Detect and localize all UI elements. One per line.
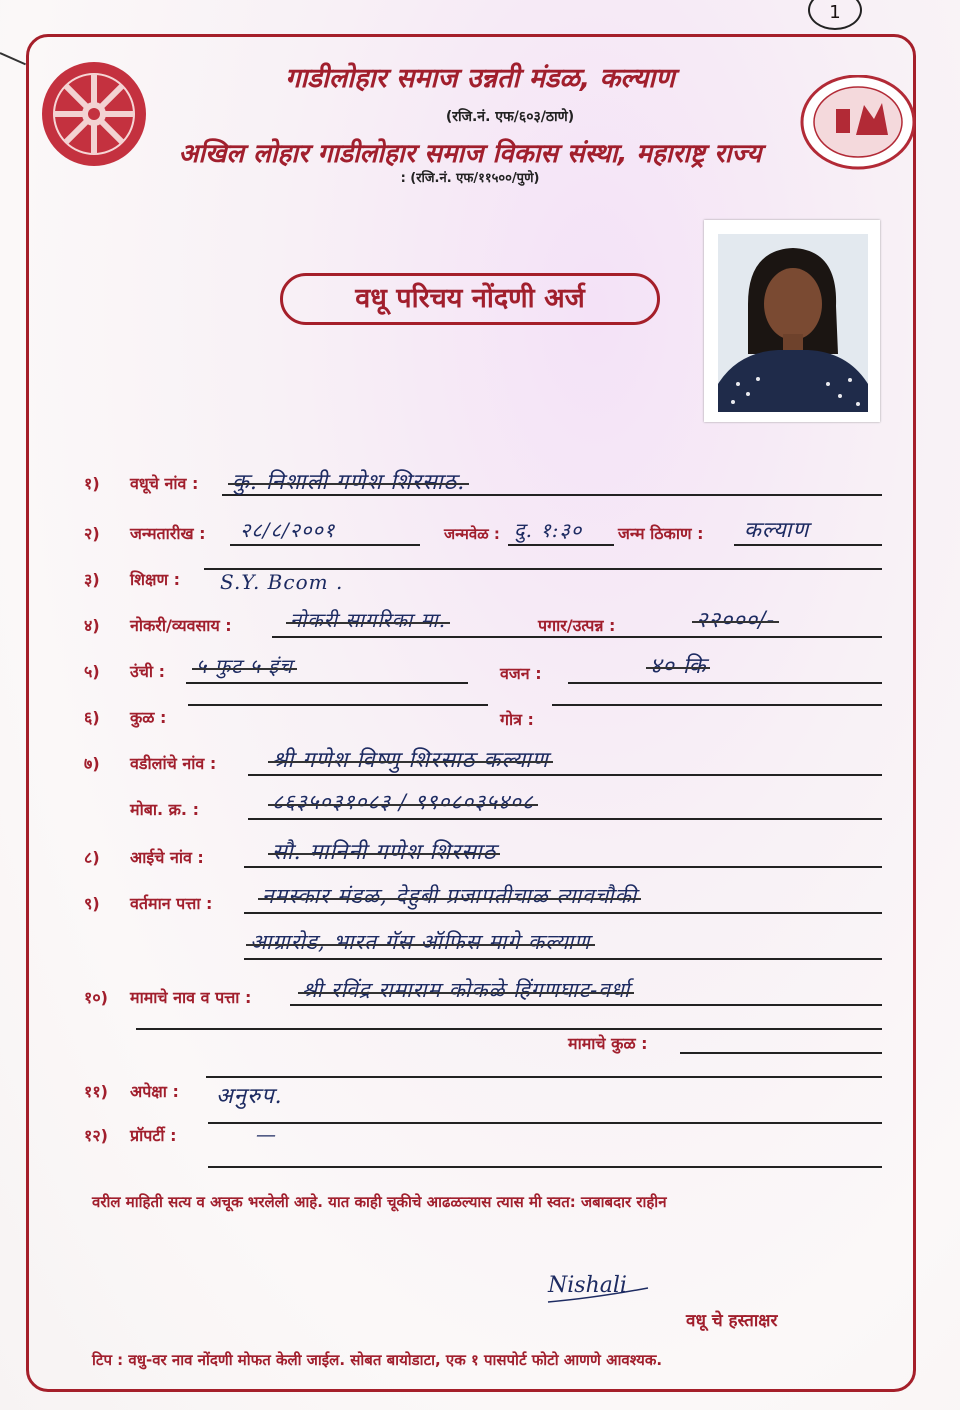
address-line-1 bbox=[244, 912, 882, 914]
note-text: टिप : वधु-वर नाव नोंदणी मोफत केली जाईल. सोबत बायोडाटा, एक १ पासपोर्ट फोटो आणणे आवश्यक. bbox=[92, 1351, 663, 1369]
birth-place-value[interactable]: कल्याण bbox=[744, 518, 810, 543]
salary-label: पगार/उत्पन्न : bbox=[538, 616, 616, 635]
expectation-value[interactable]: अनुरुप. bbox=[216, 1084, 283, 1109]
mobile-line bbox=[248, 818, 882, 820]
maternal-kul-label: मामाचे कुळ : bbox=[568, 1034, 648, 1053]
gotra-line bbox=[552, 704, 882, 706]
property-label: प्रॉपर्टी : bbox=[130, 1126, 177, 1145]
mother-name-line bbox=[244, 866, 882, 868]
height-value[interactable]: ५ फुट ५ इंच bbox=[196, 654, 293, 678]
maternal-uncle-value[interactable]: श्री रविंद्र रामाराम कोकळे हिंगणघाट-वर्धा bbox=[302, 978, 631, 1002]
mother-name-label: आईचे नांव : bbox=[130, 848, 204, 867]
signature-text: Nishali bbox=[548, 1273, 627, 1298]
birth-place-label: जन्म ठिकाण : bbox=[618, 524, 704, 543]
field-number: २) bbox=[84, 524, 100, 543]
birth-date-line bbox=[230, 544, 420, 546]
mobile-label: मोबा. क्र. : bbox=[130, 800, 199, 819]
field-number: १२) bbox=[84, 1126, 108, 1145]
declaration-text: वरील माहिती सत्य व अचूक भरलेली आहे. यात काही चूकीचे आढळल्यास त्यास मी स्वत: जबाबदार राहीन bbox=[92, 1193, 667, 1211]
birth-time-label: जन्मवेळ : bbox=[444, 525, 500, 543]
bride-name-label: वधूचे नांव : bbox=[130, 474, 199, 493]
weight-line bbox=[568, 682, 882, 684]
birth-time-value[interactable]: दु. १:३० bbox=[514, 518, 583, 542]
occupation-value[interactable]: नोकरी सागरिका मा. bbox=[290, 608, 447, 632]
father-name-line bbox=[248, 774, 882, 776]
education-label: शिक्षण : bbox=[130, 570, 181, 589]
address-value-line1[interactable]: नमस्कार मंडळ, देहुबी प्रजापतीचाळ त्यावचौकी bbox=[262, 884, 638, 908]
birth-place-line bbox=[734, 544, 882, 546]
birth-date-label: जन्मतारीख : bbox=[130, 524, 206, 543]
expectation-label: अपेक्षा : bbox=[130, 1082, 179, 1101]
maternal-uncle-line bbox=[290, 1004, 882, 1006]
gotra-label: गोत्र : bbox=[500, 710, 534, 729]
page-number: 1 bbox=[808, 0, 862, 30]
address-label: वर्तमान पत्ता : bbox=[130, 894, 213, 913]
org-name: गाडीलोहार समाज उन्नती मंडळ, कल्याण bbox=[285, 63, 675, 94]
mother-name-value[interactable]: सौ. मानिनी गणेश शिरसाठ bbox=[272, 836, 496, 866]
height-label: उंची : bbox=[130, 662, 166, 681]
birth-time-line bbox=[508, 544, 614, 546]
property-line-2 bbox=[208, 1166, 882, 1168]
salary-value[interactable]: २२०००/- bbox=[696, 604, 775, 634]
property-value[interactable]: — bbox=[256, 1122, 277, 1146]
address-line-2 bbox=[244, 958, 882, 960]
weight-value[interactable]: ४० कि bbox=[650, 650, 706, 680]
field-number: ९) bbox=[84, 894, 100, 913]
mobile-value[interactable]: ८६३५०३१०८३ / ९९०८०३५४०८ bbox=[272, 790, 534, 814]
signature bbox=[544, 1258, 654, 1308]
field-number: १०) bbox=[84, 988, 108, 1007]
occupation-line bbox=[272, 636, 882, 638]
field-number: ११) bbox=[84, 1082, 108, 1101]
field-number: १) bbox=[84, 474, 100, 493]
father-name-value[interactable]: श्री गणेश विष्णु शिरसाठ कल्याण bbox=[272, 744, 549, 774]
passport-photo bbox=[704, 220, 880, 422]
field-number: ४) bbox=[84, 616, 100, 635]
maternal-uncle-label: मामाचे नाव व पत्ता : bbox=[130, 988, 252, 1007]
portrait-image bbox=[718, 234, 868, 412]
bride-name-value[interactable]: कु. निशाली गणेश शिरसाठ. bbox=[232, 466, 465, 496]
federation-name: अखिल लोहार गाडीलोहार समाज विकास संस्था, महाराष्ट्र राज्य bbox=[178, 139, 762, 169]
education-value[interactable]: S.Y. Bcom . bbox=[220, 570, 344, 594]
expectation-line bbox=[206, 1076, 882, 1078]
kul-label: कुळ : bbox=[130, 708, 167, 727]
property-line bbox=[208, 1122, 882, 1124]
kul-line bbox=[188, 704, 488, 706]
maternal-kul-line bbox=[680, 1052, 882, 1054]
org-registration: (रजि.नं. एफ/६०३/ठाणे) bbox=[445, 109, 575, 125]
field-number: ८) bbox=[84, 848, 100, 867]
field-number: ३) bbox=[84, 570, 100, 589]
weight-label: वजन : bbox=[500, 664, 542, 683]
form-title: वधू परिचय नोंदणी अर्ज bbox=[280, 273, 660, 325]
field-number: ५) bbox=[84, 662, 100, 681]
field-number: ७) bbox=[84, 754, 100, 773]
federation-registration: : (रजि.नं. एफ/११५००/पुणे) bbox=[400, 171, 540, 186]
birth-date-value[interactable]: २८/८/२००१ bbox=[240, 518, 336, 542]
occupation-label: नोकरी/व्यवसाय : bbox=[130, 616, 232, 635]
father-name-label: वडीलांचे नांव : bbox=[130, 754, 217, 773]
signature-label: वधू चे हस्ताक्षर bbox=[686, 1311, 778, 1331]
address-value-line2[interactable]: आग्रारोड, भारत गॅस ऑफिस मागे कल्याण bbox=[250, 930, 591, 954]
field-number: ६) bbox=[84, 708, 100, 727]
maternal-uncle-line-2 bbox=[136, 1028, 882, 1030]
height-line bbox=[186, 682, 468, 684]
